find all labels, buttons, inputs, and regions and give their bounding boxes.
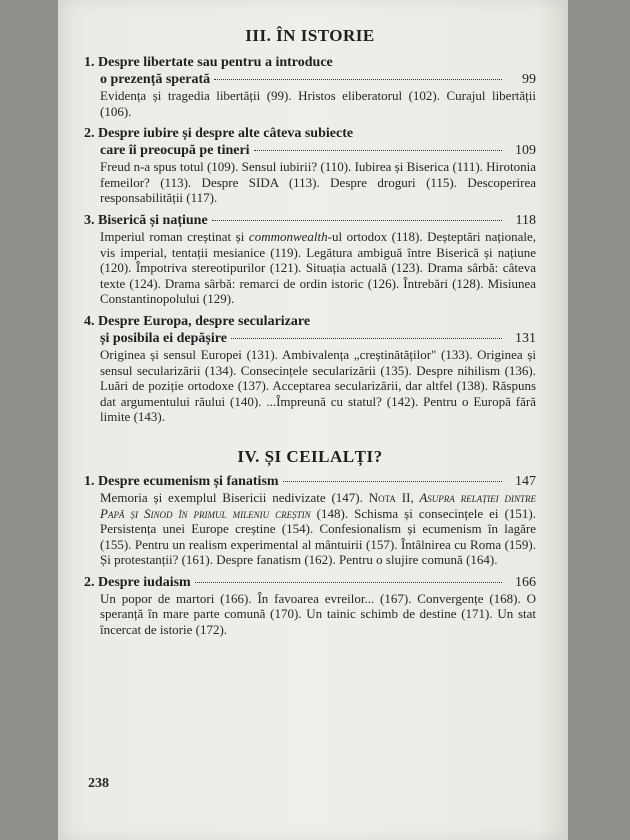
book-page	[58, 0, 568, 840]
page-number: 147	[515, 473, 536, 489]
entry-subtopics: Originea și sensul Europei (131). Ambivalența „creștinătăților" (133). Originea și sensul secularizării (134). Consecințele secularizării (135). Despre nihilism (136). Luări de poziție ortodoxe (137). Acceptarea secularizării, dar altfel (138). Răspuns dat argumentului răului (140). ...Împreună cu statul? (142). Pentru o Europă fără limite (143).	[100, 346, 536, 425]
entry-title-line: o prezență sperată	[100, 72, 211, 87]
table-of-contents	[84, 26, 536, 644]
part-title: IV. ȘI CEILALȚI?	[237, 446, 383, 466]
dot-leader	[195, 582, 502, 583]
subtopics-text: (148). Schisma și consecințele ei (151). Persistența unei Europe creștine (154). Confesionalism și ecumenism în lagăre (155). Pentru un realism experimental al mântuirii (157). Întâlnirea cu Roma (159). Și protestanții? (161). Despre fanatism (162). Pentru o slujire comună (164).	[100, 505, 536, 568]
entry-title-line: 1. Despre ecumenism și fanatism	[84, 473, 279, 489]
dot-leader	[283, 481, 502, 482]
note-title: Asupra relației dintre Papă și Sinod în primul mileniu creștin	[100, 489, 536, 521]
toc-entry	[84, 212, 536, 307]
page-folio: 238	[88, 776, 109, 791]
note-label: Nota II,	[368, 489, 414, 505]
toc-entry	[84, 574, 536, 638]
page-number: 166	[515, 574, 536, 590]
entry-title-line: 1. Despre libertate sau pentru a introduce	[84, 55, 333, 70]
page-number: 131	[515, 330, 536, 346]
entry-heading	[84, 313, 536, 347]
entry-heading	[84, 212, 536, 229]
subtopics-italic: commonwealth	[248, 228, 328, 244]
entry-title-line: 4. Despre Europa, despre secularizare	[84, 313, 311, 329]
entry-heading	[84, 54, 536, 88]
toc-entry	[84, 125, 536, 206]
part-title: III. ÎN ISTORIE	[245, 26, 375, 45]
entry-subtopics	[84, 229, 536, 307]
entry-title-line: care îi preocupă pe tineri	[100, 143, 250, 159]
page-number: 118	[515, 212, 536, 228]
page-number: 109	[515, 143, 536, 159]
subtopics-text: Memoria și exemplul Bisericii nedivizate (147).	[100, 489, 369, 505]
entry-title-line: 2. Despre iudaism	[84, 574, 191, 590]
entry-subtopics: Un popor de martori (166). În favoarea evreilor... (167). Convergențe (168). O speranță în mare parte comună (170). Un tainic schimb de destine (171). Un stat încercat de istorie (172).	[100, 590, 536, 638]
entry-subtopics: Evidența și tragedia libertății (99). Hristos eliberatorul (102). Curajul libertății (106).	[100, 88, 536, 119]
toc-entry	[84, 473, 536, 568]
dot-leader	[212, 220, 502, 221]
entry-heading	[84, 473, 536, 490]
subtopics-text: -ul ortodox (118). Deșteptări naționale, vis imperial, tentații mesianice (119). Legătura ambiguă între Biserică și națiune (120). Împotriva stereotipurilor (121). Situația actuală (123). Drama sârbă: câteva texte (124). Drama sârbă: remarci de ordin istoric (126). Întrebări (128). Misiunea Constantinopolului (129).	[100, 228, 536, 307]
entry-title-line: 3. Biserică și națiune	[84, 212, 208, 228]
entry-title-line: și posibila ei depășire	[100, 330, 227, 346]
entry-heading	[84, 125, 536, 159]
subtopics-text: Imperiul roman creștinat și	[100, 228, 249, 244]
dot-leader	[214, 79, 502, 80]
entry-title-line: 2. Despre iubire și despre alte câteva subiecte	[84, 126, 354, 142]
entry-heading	[84, 574, 536, 591]
dot-leader	[254, 150, 502, 151]
entry-subtopics	[84, 490, 536, 568]
dot-leader	[231, 338, 502, 339]
toc-entry	[84, 54, 536, 119]
entry-subtopics: Freud n-a spus totul (109). Sensul iubirii? (110). Iubirea și Biserica (111). Hirotonia femeilor? (113). Despre SIDA (113). Despre droguri (115). Descoperirea responsabilității (117).	[100, 159, 536, 206]
toc-entry	[84, 313, 536, 425]
page-number: 99	[522, 72, 536, 87]
